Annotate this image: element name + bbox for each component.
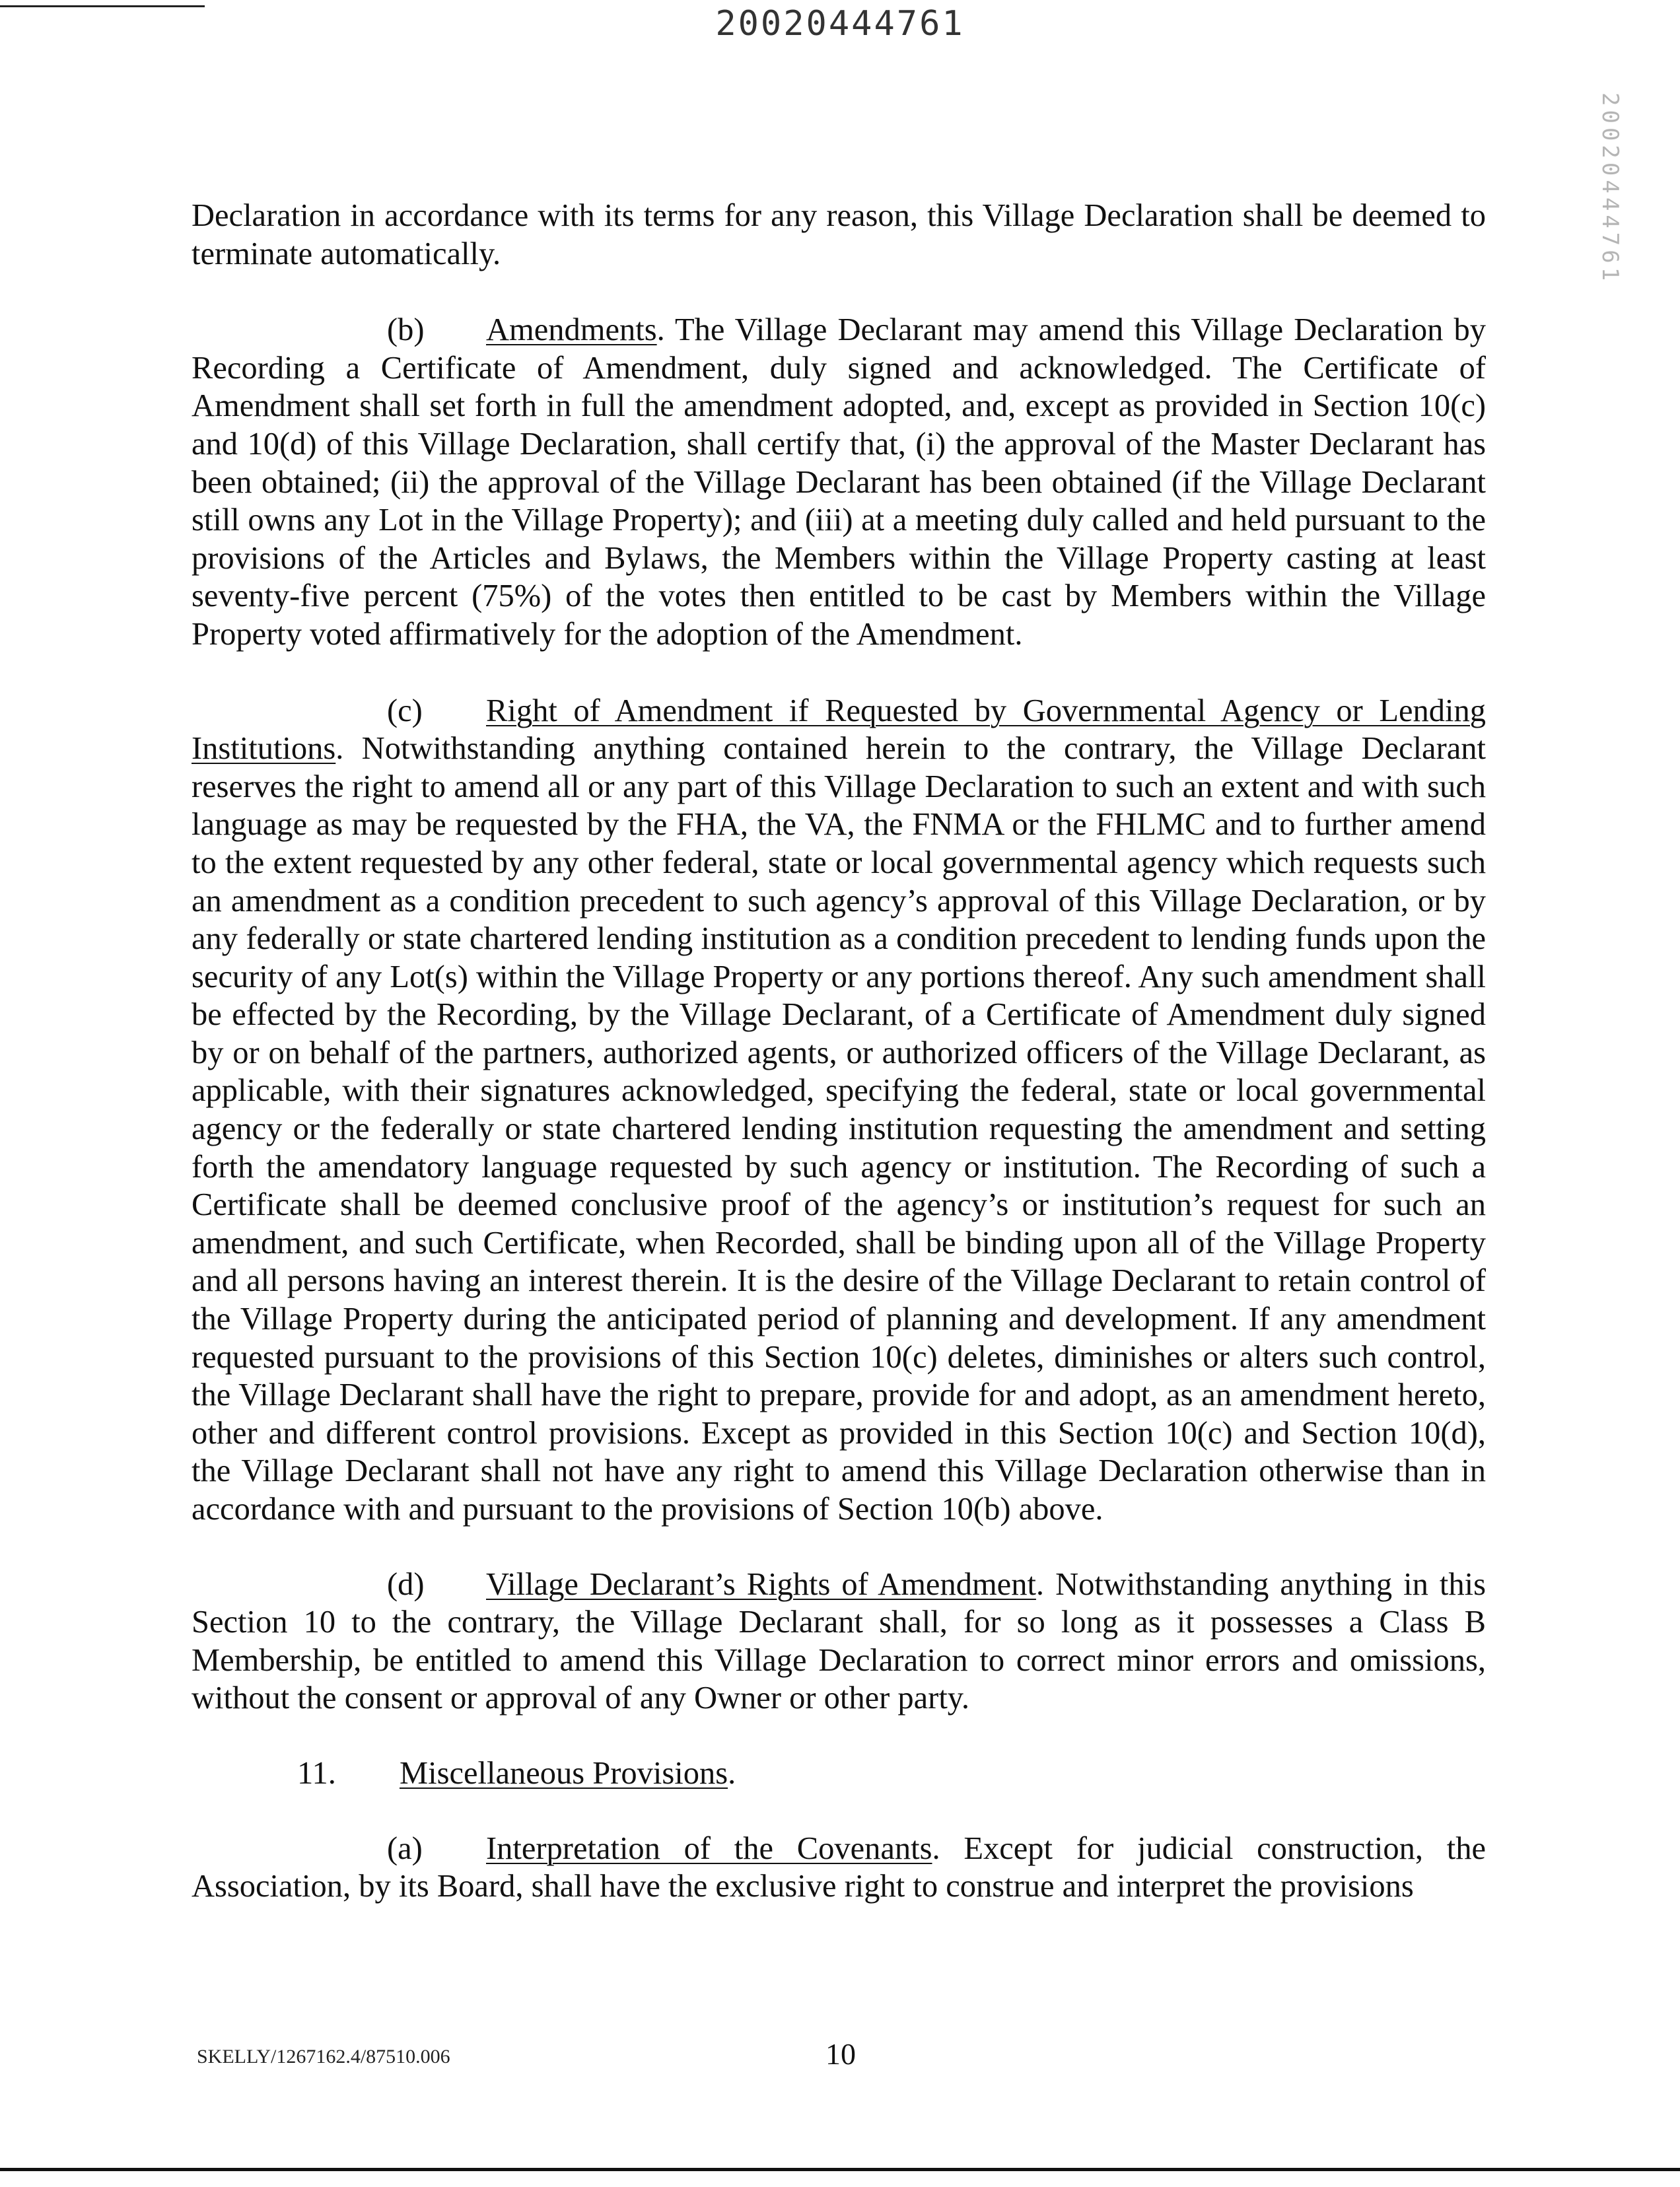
section-11a-label: (a) [387, 1830, 423, 1866]
side-stamp [1572, 92, 1631, 317]
section-c-body: . Notwithstanding anything contained herein to the contrary, the Village Declarant reserves the right to amend all or any part of this Village Declaration to such an extent and with such language as may be requested by the FHA, the VA, the FNMA or the FHLMC and to further amend to the extent requested by any other federal, state or local governmental agency which requests such an amendment as a condition precedent to such agency’s approval of this Village Declaration, or by any federally or state chartered lending institution as a condition precedent to lending funds upon the security of any Lot(s) within the Village Property or any portions thereof. Any such amendment shall be effected by the Recording, by the Village Declarant, of a Certificate of Amendment duly signed by or on behalf of the partners, authorized agents, or authorized officers of the Village Declarant, as applicable, with their signatures acknowledged, specifying the federal, state or local governmental agency or the federally or state chartered lending institution requesting the amendment and setting forth the amendatory language requested by such agency or institution. The Recording of such a Certificate shall be deemed conclusive proof of the agency’s or institution’s request for such an amendment, and such Certificate, when Recorded, shall be binding upon all of the Village Property and all persons having an interest therein. It is the desire of the Village Declarant to retain control of the Village Property during the anticipated period of planning and development. If any amendment requested pursuant to the provisions of this Section 10(c) deletes, diminishes or alters such control, the Village Declarant shall have the right to prepare, provide for and adopt, as an amendment hereto, other and different control provisions. Except as provided in this Section 10(c) and Section 10(d), the Village Declarant shall not have any right to amend this Village Declaration otherwise than in accordance with and pursuant to the provisions of Section 10(b) above. [192, 731, 1487, 1527]
section-11-punct: . [728, 1755, 736, 1791]
bottom-rule [0, 2168, 1680, 2171]
section-c-paragraph [192, 692, 1486, 1529]
section-c-label: (c) [387, 693, 423, 728]
section-b-paragraph [192, 311, 1486, 653]
footer-doc-id: SKELLY/1267162.4/87510.006 [197, 2046, 450, 2067]
section-b-label: (b) [387, 312, 425, 348]
section-11a-paragraph [192, 1830, 1486, 1906]
page-number: 10 [825, 2037, 856, 2071]
section-b-title: Amendments [486, 312, 657, 348]
section-b-body: . The Village Declarant may amend this Village Declaration by Recording a Certificate of Amendment, duly signed and acknowledged. The Certificate of Amendment shall set forth in full the amendment adopted, and, except as provided in Section 10(c) and 10(d) of this Village Declaration, shall certify that, (i) the approval of the Master Declarant has been obtained; (ii) the approval of the Village Declarant has been obtained (if the Village Declarant still owns any Lot in the Village Property); and (iii) at a meeting duly called and held pursuant to the provisions of the Articles and Bylaws, the Members within the Village Property casting at least seventy-five percent (75%) of the votes then entitled to be cast by Members within the Village Property voted affirmatively for the adoption of the Amendment. [192, 312, 1486, 652]
document-number: 20020444761 [715, 4, 965, 44]
section-d-paragraph [192, 1566, 1486, 1718]
section-11a-body: . Except for judicial construction, the Association, by its Board, shall have the exclusive right to construe and interpret the provisions [192, 1830, 1486, 1904]
section-d-title: Village Declarant’s Rights of Amendment [486, 1566, 1036, 1602]
section-11-title: Miscellaneous Provisions [400, 1755, 728, 1791]
section-11-number: 11. [297, 1755, 336, 1791]
section-c-title: Right of Amendment if Requested by Governmental Agency or Lending Institutions [192, 693, 1486, 767]
side-stamp-text: 20020444761 [1597, 92, 1623, 285]
section-11a-title: Interpretation of the Covenants [486, 1830, 932, 1866]
section-d-body: . Notwithstanding anything in this Section 10 to the contrary, the Village Declarant shall, for so long as it possesses a Class B Membership, be entitled to amend this Village Declaration to correct minor errors and omissions, without the consent or approval of any Owner or other party. [192, 1566, 1486, 1716]
section-d-label: (d) [387, 1566, 425, 1602]
intro-paragraph: Declaration in accordance with its terms for any reason, this Village Declaration shall be deemed to terminate automatically. [192, 198, 1486, 271]
page-body [192, 197, 1486, 1906]
section-11-heading [192, 1754, 1486, 1793]
